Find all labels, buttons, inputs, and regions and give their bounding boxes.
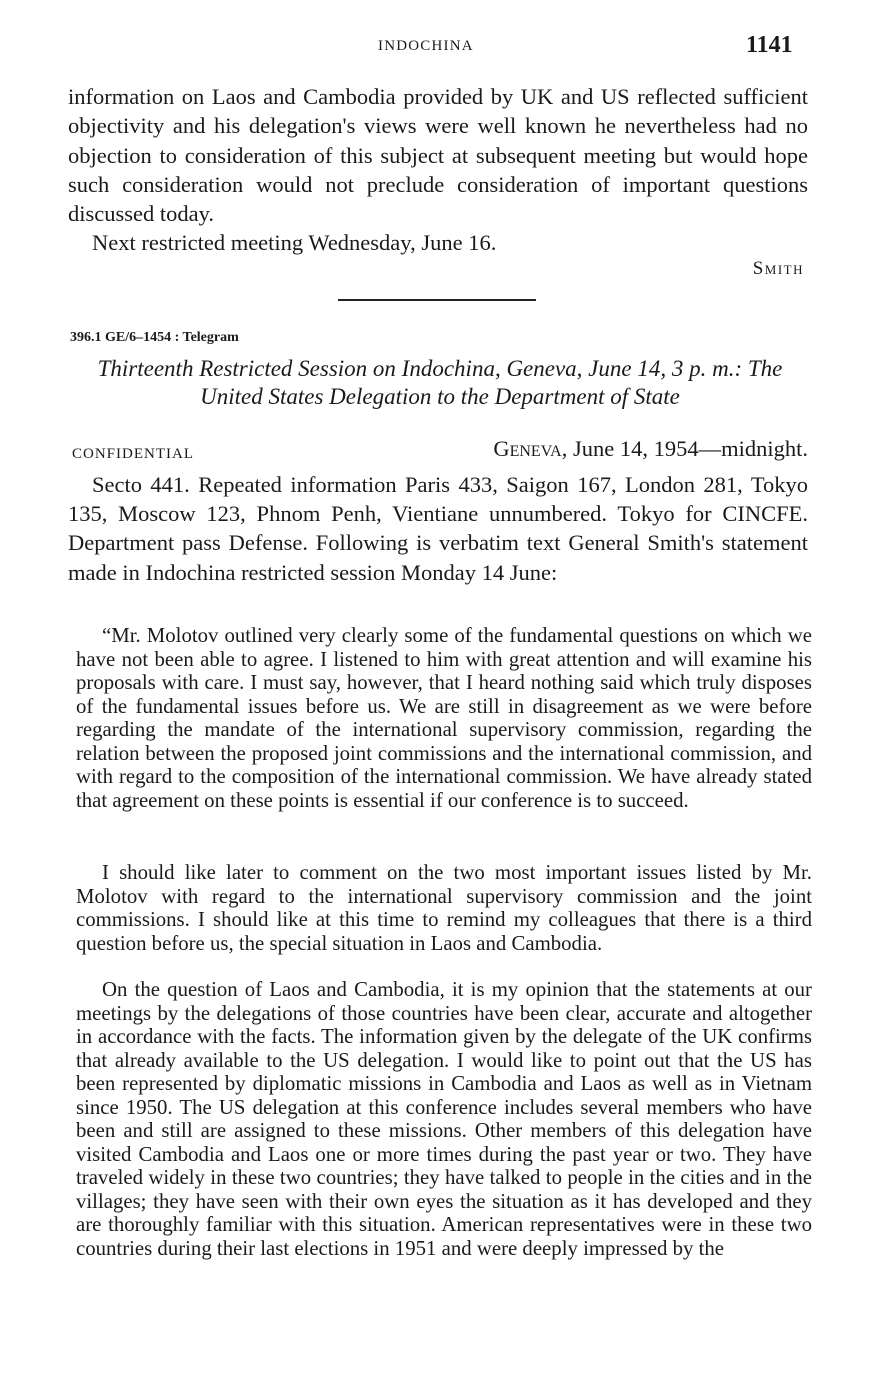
telegram-opening-paragraph: Secto 441. Repeated information Paris 433, Saigon 167, London 281, Tokyo 135, Moscow 123, Phnom Penh, Vientiane unnumbered. Tokyo for CINCFE. Department pass Defense. Following is verbatim text General Smith's statement made in Indochina restricted session Monday 14 June: xyxy=(68,472,808,585)
page-number: 1141 xyxy=(746,32,793,58)
file-reference: 396.1 GE/6–1454 : Telegram xyxy=(70,330,239,345)
prior-message-closing-paragraph: information on Laos and Cambodia provided by UK and US reflected sufficient objectivity and his delegation's views were well known he nevertheless had no objection to consideration of this subject at subsequent meeting but would hope such consideration would not preclude consideration of important questions discussed today. xyxy=(68,84,808,227)
statement-paragraph-2: I should like later to comment on the two most important issues listed by Mr. Molotov with regard to the international supervisory commission and the joint commissions. I should like at this time to remind my colleagues that there is a third question before us, the special situation in Laos and Cambodia. xyxy=(76,861,812,955)
next-meeting-line: Next restricted meeting Wednesday, June 16. xyxy=(92,230,497,255)
statement-paragraph-3: On the question of Laos and Cambodia, it is my opinion that the statements at our meetings by the delegations of those countries have been clear, accurate and altogether in accordance with the facts. The information given by the delegate of the UK confirms that already available to the US delegation. I would like to point out that the US has been represented by diplomatic missions in Cambodia and Laos as well as in Vietnam since 1950. The US delegation at this conference includes several members who have been and still are assigned to these missions. Other members of this delegation have visited Cambodia and Laos one or more times during the past year or two. They have traveled widely in these two countries; they have talked to people in the cities and in the villages; they have seen with their own eyes the situation as it has developed and they are thoroughly familiar with this situation. American representatives were in these two countries during their last elections in 1951 and were deeply impressed by the xyxy=(76,978,812,1260)
running-header xyxy=(0,34,880,64)
running-title: INDOCHINA xyxy=(378,38,474,54)
document-heading: Thirteenth Restricted Session on Indochina, Geneva, June 14, 3 p. m.: The United States Delegation to the Department of State xyxy=(97,356,783,409)
statement-paragraph-1: “Mr. Molotov outlined very clearly some of the fundamental questions on which we have not been able to agree. I listened to him with great attention and will examine his proposals with care. I must say, however, that I heard nothing said which truly disposes of the fundamental issues before us. We are still in disagreement as we were before regarding the mandate of the international supervisory commission, regarding the relation between the proposed joint commissions and the international commission, and with regard to the composition of the international commission. We have already stated that agreement on these points is essential if our conference is to succeed. xyxy=(76,624,812,812)
dateline-date: June 14, 1954—midnight. xyxy=(567,436,808,461)
signature: Smith xyxy=(752,258,804,279)
dateline-place: Geneva, xyxy=(493,436,568,461)
section-divider xyxy=(338,299,536,301)
classification-label: CONFIDENTIAL xyxy=(72,446,194,462)
place-date-line xyxy=(493,436,808,462)
